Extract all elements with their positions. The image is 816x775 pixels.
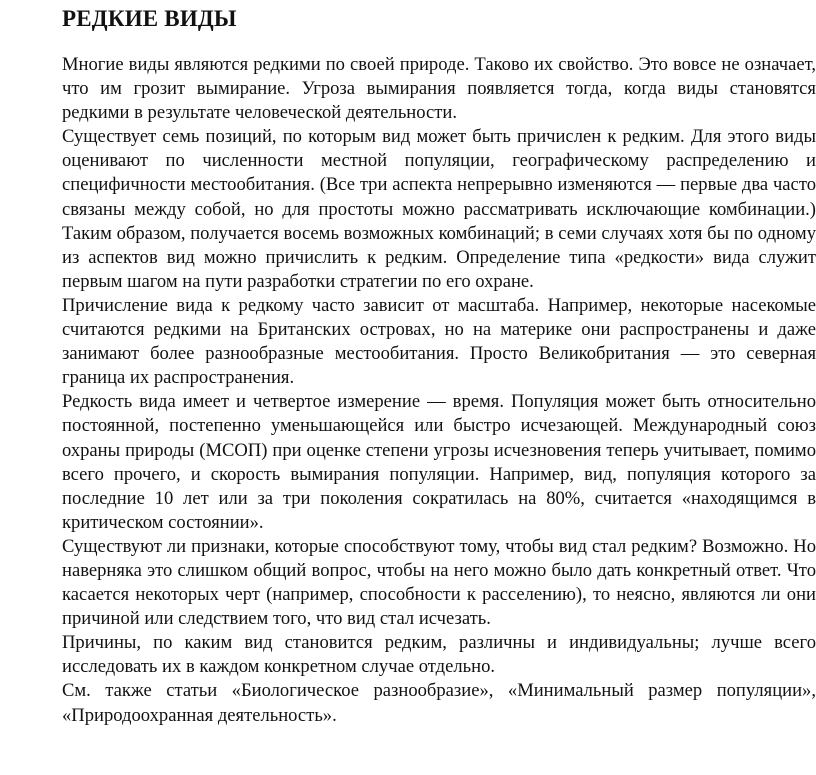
document-title: РЕДКИЕ ВИДЫ <box>62 6 237 31</box>
paragraph-rarity-nature: Многие виды являются редкими по своей природе. Таково их свойство. Это вовсе не означает, что им грозит вымирание. Угроза вымирания появляется тогда, когда виды становятся редкими в результате человеческой деятельности. <box>62 54 816 124</box>
paragraph-seven-positions: Существует семь позиций, по которым вид может быть причислен к редким. Для этого виды оценивают по численности местной популяции, географическому распределению и специфичности местообитания. (Все три аспекта непрерывно изменяются — первые два часто связаны между собой, но для простоты можно рассматривать исключающие комбинации.) Таким образом, получается восемь возможных комбинаций; в семи случаях хотя бы по одному из аспектов вид можно причислить к редким. Определение типа «редкости» вида служит первым шагом на пути разработки стратегии по его охране. <box>62 126 816 292</box>
paragraph-scale: Причисление вида к редкому часто зависит от масштаба. Например, некоторые насекомые считаются редкими на Британских островах, но на материке они распространены и даже занимают более разнообразные местообитания. Просто Великобритания — это северная граница их распространения. <box>62 294 816 389</box>
paragraph-traits: Существуют ли признаки, которые способствуют тому, чтобы вид стал редким? Возможно. Но наверняка это слишком общий вопрос, чтобы на него можно было дать конкретный ответ. Что касается некоторых черт (например, способности к расселению), то неясно, являются ли они причиной или следствием того, что вид стал исчезать. <box>62 535 816 630</box>
paragraph-see-also: См. также статьи «Биологическое разнообразие», «Минимальный размер популяции», «Природоохранная деятельность». <box>62 680 816 726</box>
document-page <box>62 6 816 728</box>
paragraph-time-dimension: Редкость вида имеет и четвертое измерение — время. Популяция может быть относительно постоянной, постепенно уменьшающейся или быстро исчезающей. Международный союз охраны природы (МСОП) при оценке степени угрозы исчезновения теперь учитывает, помимо всего прочего, и скорость вымирания популяции. Например, вид, популяция которого за последние 10 лет или за три поколения сократилась на 80%, считается «находящимся в критическом состоянии». <box>62 391 816 533</box>
paragraph-causes: Причины, по каким вид становится редким, различны и индивидуальны; лучше всего исследовать их в каждом конкретном случае отдельно. <box>62 632 816 678</box>
